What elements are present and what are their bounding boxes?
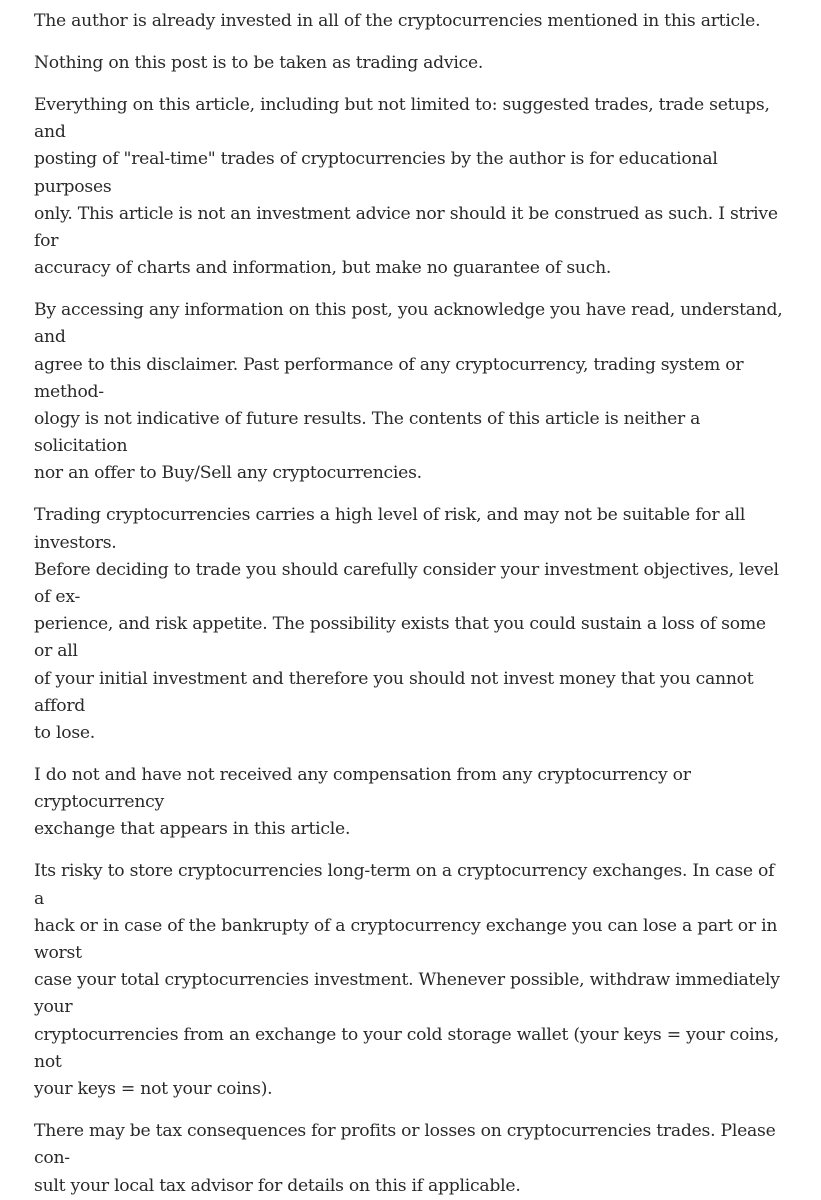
paragraph-line: accuracy of charts and information, but make no guarantee of such. bbox=[34, 258, 612, 279]
paragraph-line: I do not and have not received any compensation from any cryptocurrency or cryptocurrency bbox=[34, 765, 691, 813]
paragraph-line: of your initial investment and therefore you should not invest money that you cannot afford bbox=[34, 668, 754, 716]
paragraph-line: case your total cryptocurrencies investment. Whenever possible, withdraw immediately your bbox=[34, 970, 780, 1018]
paragraph-acknowledgement bbox=[34, 297, 787, 487]
paragraph-line: your keys = not your coins). bbox=[34, 1079, 273, 1100]
paragraph-line: exchange that appears in this article. bbox=[34, 819, 351, 840]
paragraph-line: posting of "real-time" trades of cryptocurrencies by the author is for educational purposes bbox=[34, 149, 718, 197]
paragraph-line: cryptocurrencies from an exchange to your cold storage wallet (your keys = your coins, not bbox=[34, 1024, 779, 1072]
paragraph-line: Everything on this article, including but not limited to: suggested trades, trade setups, and bbox=[34, 95, 770, 143]
paragraph-line: Its risky to store cryptocurrencies long-term on a cryptocurrency exchanges. In case of a bbox=[34, 861, 775, 909]
paragraph-line: The author is already invested in all of the cryptocurrencies mentioned in this article. bbox=[34, 11, 761, 31]
paragraph-invested bbox=[34, 8, 787, 35]
paragraph-risk-warning bbox=[34, 502, 787, 747]
paragraph-no-trading-advice bbox=[34, 50, 787, 77]
paragraph-no-compensation bbox=[34, 762, 787, 844]
paragraph-exchange-storage bbox=[34, 858, 787, 1103]
paragraph-line: perience, and risk appetite. The possibility exists that you could sustain a loss of some or all bbox=[34, 614, 766, 662]
paragraph-line: hack or in case of the bankrupty of a cryptocurrency exchange you can lose a part or in worst bbox=[34, 915, 778, 964]
paragraph-line: to lose. bbox=[34, 723, 96, 744]
paragraph-line: By accessing any information on this post, you acknowledge you have read, understand, and bbox=[34, 300, 783, 348]
paragraph-line: Before deciding to trade you should carefully consider your investment objectives, level of ex- bbox=[34, 559, 779, 608]
paragraph-tax bbox=[34, 1118, 787, 1200]
paragraph-line: agree to this disclaimer. Past performance of any cryptocurrency, trading system or method- bbox=[34, 354, 744, 402]
paragraph-line: only. This article is not an investment advice nor should it be construed as such. I strive for bbox=[34, 203, 778, 252]
paragraph-line: There may be tax consequences for profits or losses on cryptocurrencies trades. Please con- bbox=[34, 1121, 776, 1169]
paragraph-educational-purposes bbox=[34, 92, 787, 282]
paragraph-line: nor an offer to Buy/Sell any cryptocurrencies. bbox=[34, 463, 422, 484]
paragraph-line: Trading cryptocurrencies carries a high level of risk, and may not be suitable for all investors. bbox=[34, 505, 746, 553]
paragraph-line: ology is not indicative of future results. The contents of this article is neither a solicitation bbox=[34, 409, 701, 457]
paragraph-line: Nothing on this post is to be taken as trading advice. bbox=[34, 53, 484, 73]
paragraph-line: sult your local tax advisor for details on this if applicable. bbox=[34, 1175, 521, 1196]
